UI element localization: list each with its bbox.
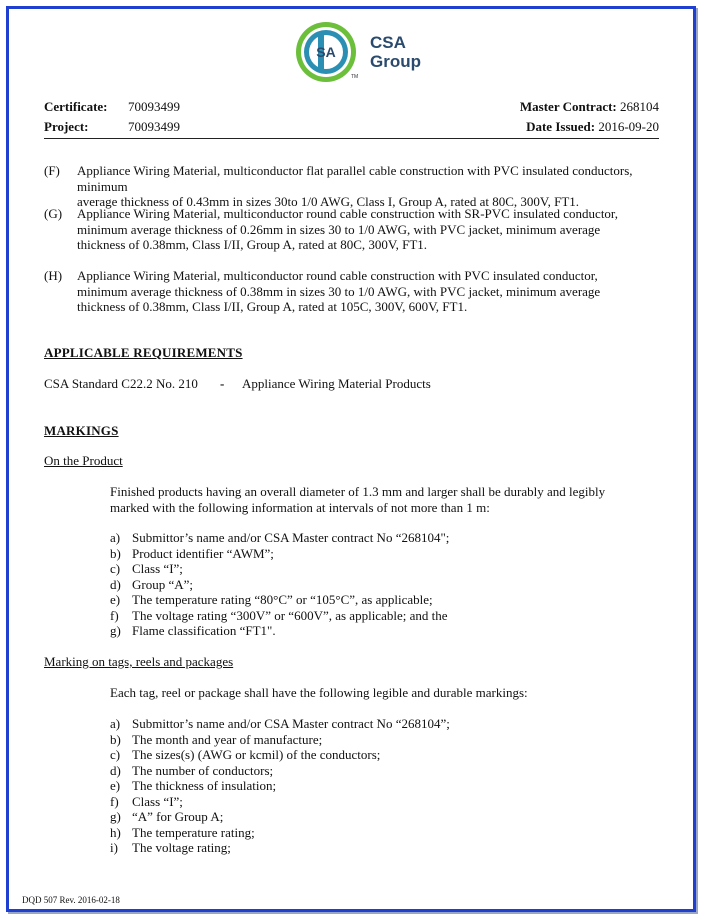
product-line: thickness of 0.38mm, Class I/II, Group A, rated at 105C, 300V, 600V, FT1. [77,299,468,314]
list-text: Class “I”; [132,561,183,576]
certificate-value: 70093499 [128,99,180,114]
requirements-standard: CSA Standard C22.2 No. 210 [44,376,198,391]
requirements-line [44,376,431,392]
markings-heading: MARKINGS [44,423,119,438]
certificate-field [44,99,180,115]
list-item [110,608,449,624]
list-item [110,530,449,546]
logo-word-csa: CSA [370,33,406,52]
list-key: f) [110,793,119,809]
list-key: d) [110,762,121,778]
list-text: Class “I”; [132,793,183,809]
list-item [110,747,450,763]
list-item [110,825,450,841]
requirements-dash: - [220,376,225,391]
list-text: Flame classification “FT1". [132,623,276,638]
on-product-list [110,530,449,639]
list-item [110,809,450,825]
list-text: The month and year of manufacture; [132,731,323,747]
product-line: Appliance Wiring Material, multiconductor round cable construction with SR-PVC insulated conductor, [77,206,618,221]
product-line: thickness of 0.38mm, Class I/II, Group A, rated at 80C, 300V, FT1. [77,237,428,252]
list-key: d) [110,576,121,592]
master-contract-field [520,99,659,115]
header-divider [44,138,659,139]
list-text: Submittor’s name and/or CSA Master contract No “268104”; [132,716,450,731]
list-key: i) [110,840,118,855]
document-footer: DQD 507 Rev. 2016-02-18 [22,895,120,905]
list-text: Group “A”; [132,576,194,592]
project-value: 70093499 [128,119,180,134]
list-item [110,623,449,639]
product-item-h [44,268,664,318]
list-text: The temperature rating; [132,824,255,840]
list-item [110,778,450,794]
tags-reels-intro: Each tag, reel or package shall have the following legible and durable markings: [110,685,528,700]
list-text: The sizes(s) (AWG or kcmil) of the conductors; [132,747,381,762]
on-product-intro [110,484,650,515]
list-key: e) [110,592,121,607]
list-text: “A” for Group A; [132,809,224,824]
logo-trademark: TM [351,74,359,80]
product-line: Appliance Wiring Material, multiconductor round cable construction with PVC insulated conductor, [77,268,598,283]
date-issued-field [526,119,659,135]
product-tag: (H) [44,268,63,283]
logo-word-group: Group [370,52,421,71]
product-line: average thickness of 0.43mm in sizes 30to 1/0 AWG, Class I, Group A, rated at 80C, 300V, FT1. [77,194,580,209]
list-text: The thickness of insulation; [132,778,277,793]
list-text: The number of conductors; [132,762,274,778]
product-line: minimum average thickness of 0.26mm in sizes 30 to 1/0 AWG, with PVC jacket, minimum average [77,221,601,237]
tags-reels-subheading: Marking on tags, reels and packages [44,654,234,669]
product-line: Appliance Wiring Material, multiconductor flat parallel cable construction with PVC insulated conductors, minimum [77,163,633,194]
on-product-subheading: On the Product [44,453,123,468]
list-key: c) [110,747,121,762]
requirements-heading: APPLICABLE REQUIREMENTS [44,345,243,360]
project-field [44,119,180,135]
svg-text:SA: SA [316,44,336,60]
product-tag: (G) [44,206,63,221]
logo-wordmark [370,33,421,71]
date-issued-label: Date Issued: [526,119,596,134]
csa-group-logo [288,20,428,84]
certificate-label: Certificate: [44,99,108,114]
list-text: The voltage rating “300V” or “600V”, as applicable; and the [132,607,448,623]
master-contract-value: 268104 [620,99,659,114]
requirements-title: Appliance Wiring Material Products [242,376,431,391]
product-tag: (F) [44,163,60,178]
list-key: b) [110,545,121,561]
list-item [110,763,450,779]
list-item [110,716,450,732]
list-text: The voltage rating; [132,840,231,855]
product-line: minimum average thickness of 0.38mm in sizes 30 to 1/0 AWG, with PVC jacket, minimum average [77,283,601,299]
list-key: g) [110,809,121,824]
product-item-f [44,163,664,209]
date-issued-value: 2016-09-20 [598,119,659,134]
list-key: a) [110,716,121,731]
list-key: a) [110,530,121,545]
list-key: c) [110,561,121,576]
list-key: h) [110,824,121,840]
list-item [110,592,449,608]
tags-reels-list [110,716,450,856]
list-item [110,840,450,856]
list-item [110,561,449,577]
list-key: g) [110,623,121,638]
list-item [110,546,449,562]
intro-line: marked with the following information at intervals of not more than 1 m: [110,499,490,515]
list-item [110,577,449,593]
intro-line: Finished products having an overall diameter of 1.3 mm and larger shall be durably and legibly [110,484,606,499]
list-item [110,794,450,810]
list-key: e) [110,778,121,793]
list-key: b) [110,731,121,747]
list-text: The temperature rating “80°C” or “105°C”, as applicable; [132,592,433,607]
project-label: Project: [44,119,89,134]
list-text: Product identifier “AWM”; [132,545,274,561]
product-item-g [44,206,664,256]
list-item [110,732,450,748]
list-key: f) [110,607,119,623]
list-text: Submittor’s name and/or CSA Master contract No “268104"; [132,530,450,545]
master-contract-label: Master Contract: [519,99,617,114]
